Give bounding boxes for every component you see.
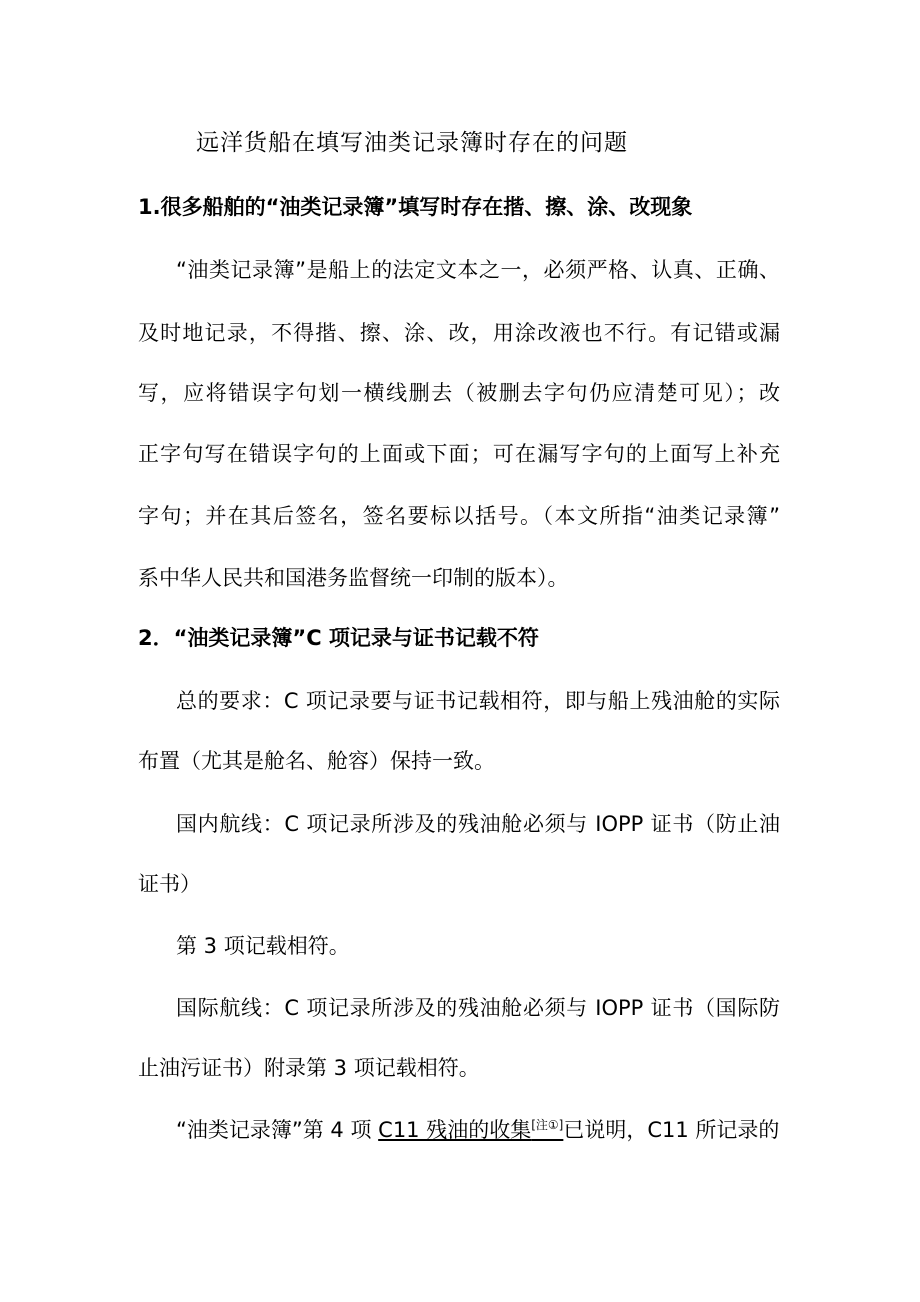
text-run: “油类记录簿”第 4 项 [176,1118,379,1142]
paragraph-line: 字句；并在其后签名，签名要标以括号。（本文所指“油类记录簿” [138,504,780,528]
reference-link[interactable] [378,1118,563,1142]
paragraph-line: 正字句写在错误字句的上面或下面；可在漏写字句的上面写上补充 [138,442,780,466]
paragraph-line: 总的要求：C 项记录要与证书记载相符，即与船上残油舱的实际 [176,689,780,713]
reference-link-label: C11 残油的收集 [378,1118,532,1142]
footnote-marker: [注①] [531,1118,564,1132]
paragraph-line: “油类记录簿”是船上的法定文本之一，必须严格、认真、正确、 [176,258,780,282]
paragraph-line: 系中华人民共和国港务监督统一印制的版本）。 [138,566,569,590]
paragraph-line: 国际航线：C 项记录所涉及的残油舱必须与 IOPP 证书（国际防 [176,996,780,1020]
page-title: 远洋货船在填写油类记录簿时存在的问题 [196,130,628,156]
paragraph-line [176,1115,779,1145]
paragraph-line: 国内航线：C 项记录所涉及的残油舱必须与 IOPP 证书（防止油 [176,812,780,836]
paragraph-line: 及时地记录，不得揩、擦、涂、改，用涂改液也不行。有记错或漏 [138,321,780,345]
paragraph-line: 第 3 项记载相符。 [176,934,350,958]
paragraph-line: 止油污证书）附录第 3 项记载相符。 [138,1056,480,1080]
paragraph-line: 写，应将错误字句划一横线删去（被删去字句仍应清楚可见）；改 [138,381,780,405]
section-2-heading: 2．“油类记录簿”C 项记录与证书记载不符 [138,626,539,650]
text-run: 已说明，C11 所记录的 [563,1118,780,1142]
paragraph-line: 布置（尤其是舱名、舱容）保持一致。 [138,749,495,773]
paragraph-line: 证书） [138,872,201,896]
section-1-heading: 1.很多船舶的“油类记录簿”填写时存在揩、擦、涂、改现象 [138,195,693,219]
